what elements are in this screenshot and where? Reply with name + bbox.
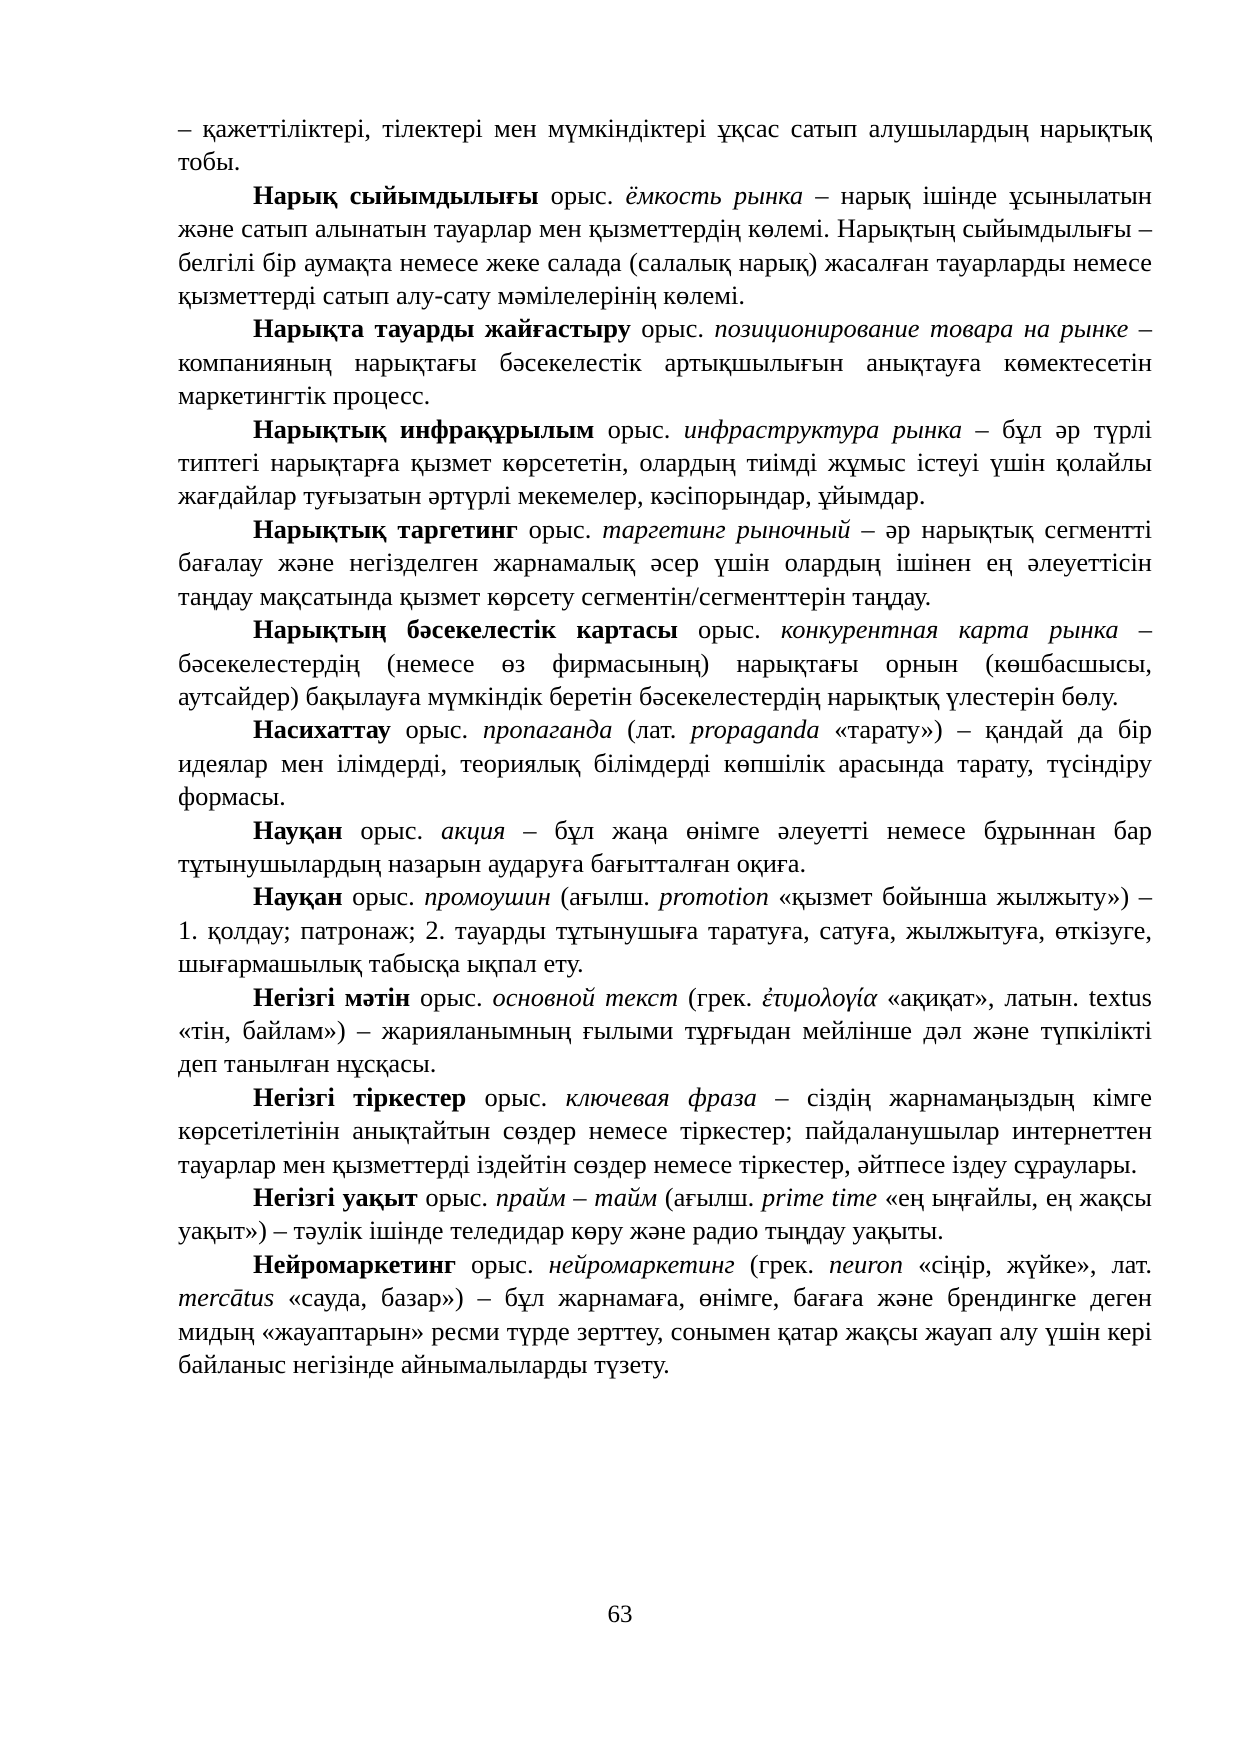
entry-russian-equivalent: позиционирование товара на рынке	[714, 313, 1129, 344]
entry-russian-equivalent: промоушин	[424, 881, 551, 912]
page-number: 63	[607, 1601, 633, 1628]
entry-definition: – бұл жаңа өнімге әлеуетті немесе бұрыннан бар тұтынушылардың назарын аударуға бағытталған оқиға.	[178, 814, 1152, 878]
entry-definition: «тарату») – қандай да бір идеялар мен ілімдерді, теориялық білімдерді көпшілік арасында тарату, түсіндіру формасы.	[178, 714, 1153, 812]
glossary-entry	[178, 179, 1152, 313]
entry-russian-equivalent: основной текст	[492, 981, 679, 1012]
glossary-entry	[178, 613, 1152, 713]
entry-definition: – бұл әр түрлі типтегі нарықтарға қызмет көрсететін, олардың тиімді жұмыс істеуі үшін қолайлы жағдайлар туғызатын әртүрлі мекемелер, кәсіпорындар, ұйымдар.	[178, 413, 1152, 511]
entry-russian-equivalent: ключевая фраза	[565, 1081, 757, 1112]
entry-russian-equivalent: инфраструктура рынка	[683, 413, 963, 444]
entry-foreign-word: promotion	[659, 881, 769, 912]
entry-lang-label: орыс.	[466, 1081, 566, 1112]
entry-lang-label: орыс.	[417, 1182, 496, 1212]
entry-lang-label: орыс.	[342, 814, 441, 845]
entry-russian-equivalent: конкурентная карта рынка	[780, 614, 1119, 645]
entry-lang-label: орыс.	[538, 179, 626, 210]
glossary-entry	[178, 713, 1152, 813]
entry-lang-label: орыс.	[342, 881, 425, 912]
entry-russian-equivalent: прайм – тайм	[495, 1182, 658, 1212]
entry-foreign-word: ἐτυμολογία	[762, 981, 878, 1012]
entry-etymology-label-2: «сіңір, жүйке», лат.	[903, 1248, 1152, 1279]
entry-lang-label: орыс.	[517, 513, 603, 544]
entry-russian-equivalent: таргетинг рыночный	[602, 513, 851, 544]
glossary-entry	[178, 814, 1152, 881]
glossary-entry	[178, 413, 1152, 513]
glossary-entry	[178, 1248, 1152, 1382]
entry-term: Нейромаркетинг	[253, 1248, 456, 1279]
entry-definition: – нарық ішінде ұсынылатын және сатып алынатын тауарлар мен қызметтердің көлемі. Нарықтың сыйымдылығы – белгілі бір аумақта немесе жеке салада (салалық нарық) жасалған тауарларды немесе қызметтерді сатып алу-сату мәмілелерінің көлемі.	[178, 179, 1152, 311]
entry-lang-label: орыс.	[390, 714, 483, 745]
entry-definition: «қызмет бойынша жылжыту») – 1. қолдау; патронаж; 2. тауарды тұтынушыға таратуға, сатуға, жылжытуға, өткізуге, шығармашылық табысқа ықпал ету.	[178, 881, 1152, 979]
entry-term: Нарықтық инфрақұрылым	[253, 413, 595, 444]
entry-definition: – әр нарықтық сегментті бағалау және негізделген жарнамалық әсер үшін олардың ішінен ең әлеуеттісін таңдау мақсатында қызмет көрсету сегментін/сегменттерін таңдау.	[178, 513, 1152, 611]
entry-russian-equivalent: нейромаркетинг	[548, 1248, 735, 1279]
glossary-entry	[178, 1181, 1152, 1248]
entry-foreign-word: propaganda	[691, 714, 820, 745]
entry-term: Нарықтық таргетинг	[253, 513, 518, 544]
entry-etymology-label: (лат.	[612, 714, 692, 745]
entry-term: Негізгі тіркестер	[253, 1081, 467, 1112]
entry-term: Науқан	[253, 814, 343, 845]
entry-definition: «сауда, базар») – бұл жарнамаға, өнімге, бағаға және брендингке деген мидың «жауаптарын» ресми түрде зерттеу, сонымен қатар жақсы жауап алу үшін кері байланыс негізінде айнымалыларды түзету.	[178, 1282, 1152, 1380]
glossary-entry	[178, 312, 1152, 412]
entry-lang-label: орыс.	[677, 614, 781, 645]
entry-definition: – бәсекелестердің (немесе өз фирмасының) нарықтағы орнын (көшбасшысы, аутсайдер) бақылауға мүмкіндік беретін бәсекелестердің нарықтық үлестерін бөлу.	[178, 614, 1153, 711]
entry-lang-label: орыс.	[410, 981, 493, 1012]
entry-term: Нарықта тауарды жайғастыру	[253, 313, 631, 344]
entry-definition: – сіздің жарнамаңыздың кімге көрсетілетінін анықтайтын сөздер немесе тіркестер; пайдаланушылар интернеттен тауарлар мен қызметтерді іздейтін сөздер немесе тіркестер, әйтпесе іздеу сұраулары.	[178, 1081, 1152, 1179]
glossary-entry	[178, 513, 1152, 613]
glossary-entry	[178, 1081, 1152, 1181]
entry-term: Насихаттау	[253, 714, 391, 745]
entry-russian-equivalent: ёмкость рынка	[625, 179, 804, 210]
glossary-entry	[178, 981, 1152, 1081]
entry-term: Науқан	[253, 881, 343, 912]
entry-lang-label: орыс.	[455, 1248, 549, 1279]
glossary-entry	[178, 880, 1152, 980]
entry-definition: «ең ыңғайлы, ең жақсы уақыт») – тәулік ішінде теледидар көру және радио тыңдау уақыты.	[178, 1182, 1152, 1246]
entry-term: Нарық сыйымдылығы	[253, 179, 539, 210]
continuation-paragraph	[178, 112, 1152, 179]
entry-foreign-word: prime time	[762, 1182, 878, 1212]
entry-lang-label: орыс.	[594, 413, 684, 444]
entry-term: Нарықтың бәсекелестік картасы	[253, 614, 678, 645]
entry-etymology-label: (грек.	[678, 981, 763, 1012]
continuation-text: – қажеттіліктері, тілектері мен мүмкіндіктері ұқсас сатып алушылардың нарықтық тобы.	[178, 113, 1152, 177]
entry-etymology-label: (грек.	[734, 1248, 829, 1279]
entry-lang-label: орыс.	[630, 313, 715, 344]
entry-foreign-word-2: mercātus	[178, 1282, 275, 1313]
entry-russian-equivalent: акция	[440, 814, 506, 845]
entry-etymology-label: (ағылш.	[657, 1182, 762, 1212]
document-body	[178, 112, 1152, 1381]
entry-definition: – компанияның нарықтағы бәсекелестік артықшылығын анықтауға көмектесетін маркетингтік процесс.	[178, 313, 1152, 411]
entry-russian-equivalent: пропаганда	[482, 714, 613, 745]
entry-term: Негізгі мәтін	[253, 981, 411, 1012]
entry-definition: «ақиқат», латын. textus «тін, байлам») – жарияланымның ғылыми тұрғыдан мейлінше дәл және түпкілікті деп танылған нұсқасы.	[178, 981, 1152, 1079]
entry-foreign-word: neuron	[828, 1248, 904, 1279]
entry-term: Негізгі уақыт	[253, 1182, 418, 1212]
entry-etymology-label: (ағылш.	[550, 881, 660, 912]
